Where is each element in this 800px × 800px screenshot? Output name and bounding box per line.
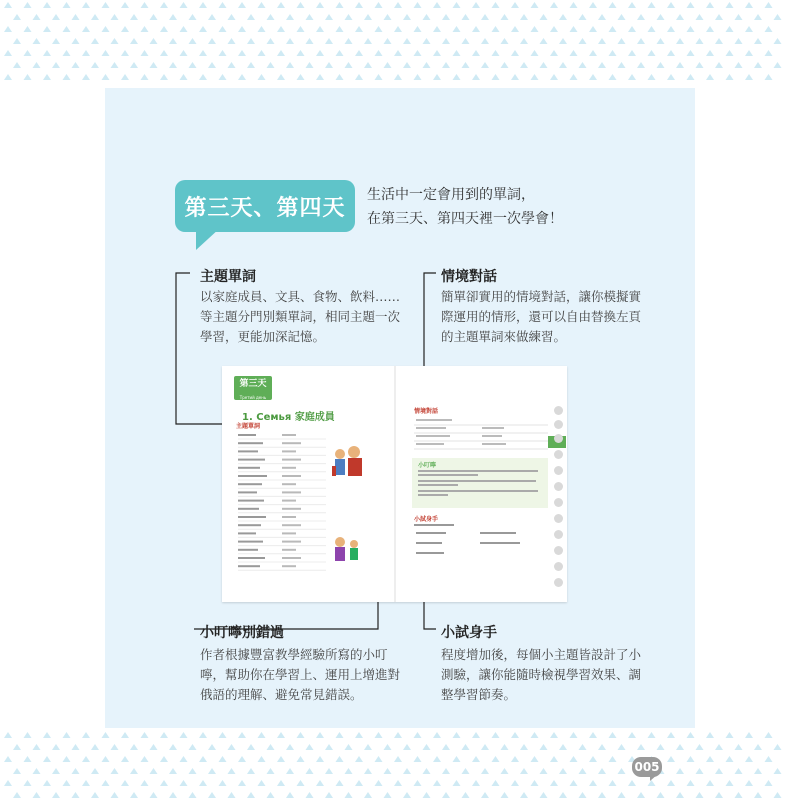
quiz-line: 程度增加後，每個小主題皆設計了小 <box>441 647 642 662</box>
day-tag-sub: Третий день <box>239 395 267 400</box>
right-section-label-2: 小叮嚀 <box>418 462 437 469</box>
dialogue-table <box>414 416 548 454</box>
page-edge-marker <box>554 530 563 539</box>
dialogue-line: 的主題單詞來做練習。 <box>441 329 567 344</box>
vocab-heading: 主題單詞 <box>200 269 256 285</box>
page-edge-marker <box>554 450 563 459</box>
page-edge-marker <box>554 406 563 415</box>
page-edge-marker <box>554 466 563 475</box>
vocab-list <box>238 430 398 574</box>
page-edge-marker <box>554 514 563 523</box>
tips-line: 作者根據豐富教學經驗所寫的小叮 <box>200 647 388 662</box>
left-section-label: 主題單詞 <box>236 423 261 430</box>
tip-text-lines <box>418 468 544 504</box>
right-section-label-3: 小試身手 <box>414 516 439 523</box>
page-edge-marker <box>554 546 563 555</box>
intro-line-1: 生活中一定會用到的單詞， <box>367 187 535 203</box>
page-edge-marker <box>554 420 563 429</box>
vocab-line: 學習，更能加深記憶。 <box>200 329 326 344</box>
page-number: 005 <box>632 757 662 777</box>
tips-line: 嚀，幫助你在學習上、運用上增進對 <box>200 667 401 682</box>
children-illustration <box>335 537 358 561</box>
vocab-line: 等主題分門別類單詞，相同主題一次 <box>200 309 401 324</box>
vocab-line: 以家庭成員、文具、食物、飲料…… <box>200 289 401 304</box>
tips-heading: 小叮嚀別錯過 <box>200 625 284 641</box>
page-edge-marker <box>554 562 563 571</box>
page-edge-marker <box>554 482 563 491</box>
quiz-heading: 小試身手 <box>441 625 497 641</box>
intro-line-2: 在第三天、第四天裡一次學會！ <box>367 211 563 227</box>
page-edge-marker <box>554 434 563 443</box>
page-title: 第三天、第四天 <box>184 195 346 221</box>
day-tag-label: 第三天 <box>239 379 267 389</box>
page-edge-marker <box>554 578 563 587</box>
tips-line: 俄語的理解、避免常見錯誤。 <box>200 687 363 702</box>
dialogue-line: 簡單卻實用的情境對話，讓你模擬實 <box>441 289 642 304</box>
page-number-tail <box>650 774 658 781</box>
day-tag <box>234 376 272 400</box>
right-section-label-1: 情境對話 <box>414 408 439 415</box>
quiz-line: 整學習節奏。 <box>441 687 517 702</box>
quiz-lines <box>414 522 548 562</box>
quiz-line: 測驗，讓你能隨時檢視學習效果、調 <box>441 667 642 682</box>
family-illustration <box>332 446 362 476</box>
lesson-title: 1. Семья 家庭成員 <box>242 412 335 423</box>
dialogue-heading: 情境對話 <box>441 269 497 285</box>
page-edge-marker <box>554 498 563 507</box>
dialogue-line: 際運用的情形，還可以自由替換左頁 <box>441 309 642 324</box>
